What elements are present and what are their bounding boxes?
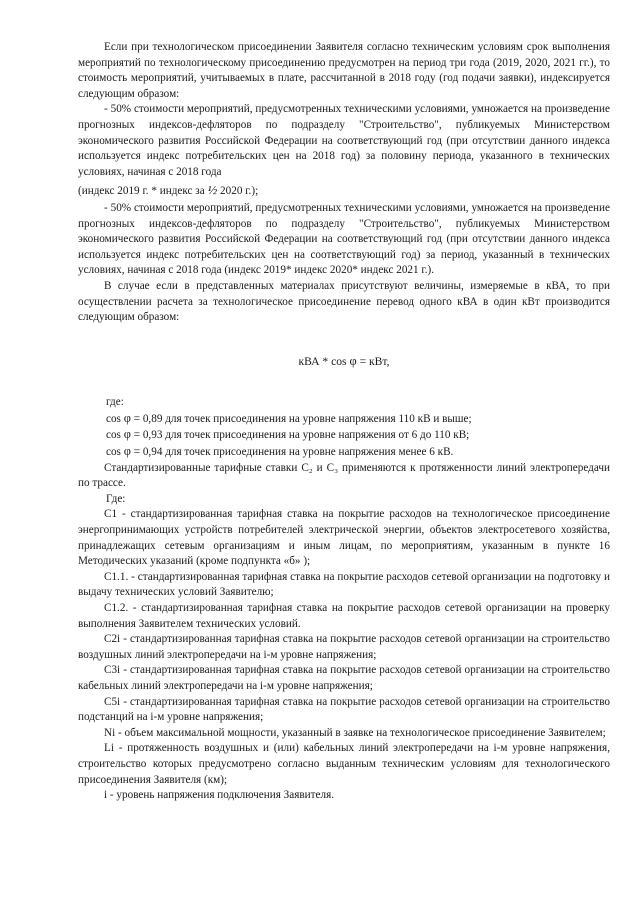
conversion-formula bbox=[78, 354, 610, 370]
phi-symbol: φ bbox=[349, 353, 357, 368]
definition-c1-1: C1.1. - стандартизированная тарифная ставка на покрытие расходов сетевой организации на подготовку и выдачу технических условий Заявителю; bbox=[78, 570, 610, 599]
definition-ni: Ni - объем максимальной мощности, указанный в заявке на технологическое присоединение Заявителем; bbox=[104, 726, 606, 739]
cos-value-110: = 0,89 для точек присоединения на уровне напряжения 110 кВ и выше; bbox=[133, 412, 472, 425]
paragraph-first-half-index bbox=[78, 182, 610, 200]
paragraph-kva-conversion: В случае если в представленных материалах присутствуют величины, измеряемые в кВА, то при осуществлении расчета за технологическое присоединение перевод одного кВА в один кВт производится следующим образом: bbox=[78, 279, 610, 324]
definition-c1-2: C1.2. - стандартизированная тарифная ставка на покрытие расходов сетевой организации на проверку выполнения Заявителем технических условий. bbox=[78, 602, 610, 630]
fraction-half: ½ bbox=[207, 182, 218, 198]
cos-label: cos bbox=[106, 429, 121, 442]
paragraph-rates-c2-c3: Стандартизированные тарифные ставки C₂ и C₃ применяются к протяженности линий электропередачи по трассе. bbox=[78, 461, 610, 490]
cos-value-6-110: = 0,93 для точек присоединения на уровне напряжения от 6 до 110 кВ; bbox=[133, 429, 470, 442]
cos-line-6-110 bbox=[78, 427, 610, 444]
definition-c2i: C2i - стандартизированная тарифная ставка на покрытие расходов сетевой организации на строительство воздушных линий электропередачи на i-м уровне напряжения; bbox=[78, 633, 610, 661]
paragraph-full-period: - 50% стоимости мероприятий, предусмотренных техническими условиями, умножается на произведение прогнозных индексов-дефляторов по подразделу "Строительство", публикуемых Министерством экономического развития Российской Федерации на соответствующий год (при отсутствии данного индекса используется индекс потребительских цен на соответствующий год) за период, указанный в технических условиях, начиная с 2018 года (индекс 2019* индекс 2020* индекс 2021 г.). bbox=[78, 201, 610, 277]
index-text-b: 2020 г.); bbox=[220, 185, 259, 198]
cos-line-6 bbox=[78, 444, 610, 461]
definition-li: Li - протяженность воздушных и (или) кабельных линий электропередачи на i-м уровне напряжения, строительство которых предусмотрено согласно выданным техническим условиям для технологического присоединения Заявителя (км); bbox=[78, 742, 610, 786]
where-label: где: bbox=[106, 396, 124, 409]
paragraph-first-half-text: - 50% стоимости мероприятий, предусмотренных техническими условиями, умножается на произведение прогнозных индексов-дефляторов по подразделу "Строительство", публикуемых Министерством экономического развития Российской Федерации на соответствующий год (при отсутствии данного индекса используется индекс потребительских цен на 2018 год) за половину периода, указанного в технических условиях, начиная с 2018 года bbox=[78, 103, 610, 178]
definition-i: i - уровень напряжения подключения Заявителя. bbox=[104, 789, 335, 802]
definition-c3i: C3i - стандартизированная тарифная ставка на покрытие расходов сетевой организации на строительство кабельных линий электропередачи на i-м уровне напряжения; bbox=[78, 664, 610, 692]
paragraph-period: Если при технологическом присоединении Заявителя согласно техническим условиям срок выполнения мероприятий по технологическому присоединению предусмотрен на период три года (2019, 2020, 2021 гг.), то стоимость мероприятий, учитываемых в плате, рассчитанной в 2018 году (год подачи заявки), индексируется следующим образом: bbox=[78, 41, 610, 100]
cos-value-6: = 0,94 для точек присоединения на уровне напряжения менее 6 кВ. bbox=[133, 446, 454, 459]
phi-symbol: φ bbox=[123, 410, 131, 425]
formula-left: кВА * cos bbox=[298, 354, 347, 368]
cos-line-110 bbox=[78, 411, 610, 428]
cos-label: cos bbox=[106, 412, 121, 425]
phi-symbol: φ bbox=[123, 444, 131, 459]
index-text-a: (индекс 2019 г. * индекс за bbox=[78, 185, 205, 198]
paragraph-first-half bbox=[78, 102, 610, 180]
cos-label: cos bbox=[106, 446, 121, 459]
where-label-2: Где: bbox=[106, 492, 126, 505]
formula-right: = кВт, bbox=[359, 354, 390, 368]
definition-c1: C1 - стандартизированная тарифная ставка на покрытие расходов на технологическое присоединение энергопринимающих устройств потребителей электрической энергии, объектов электросетевого хозяйства, принадлежащих сетевым организациям и иным лицам, по мероприятиям, указанным в пункте 16 Методических указаний (кроме подпункта «б» ); bbox=[78, 508, 610, 568]
phi-symbol: φ bbox=[123, 427, 131, 442]
definition-c5i: C5i - стандартизированная тарифная ставка на покрытие расходов сетевой организации на строительство подстанций на i-м уровне напряжения; bbox=[78, 695, 610, 724]
